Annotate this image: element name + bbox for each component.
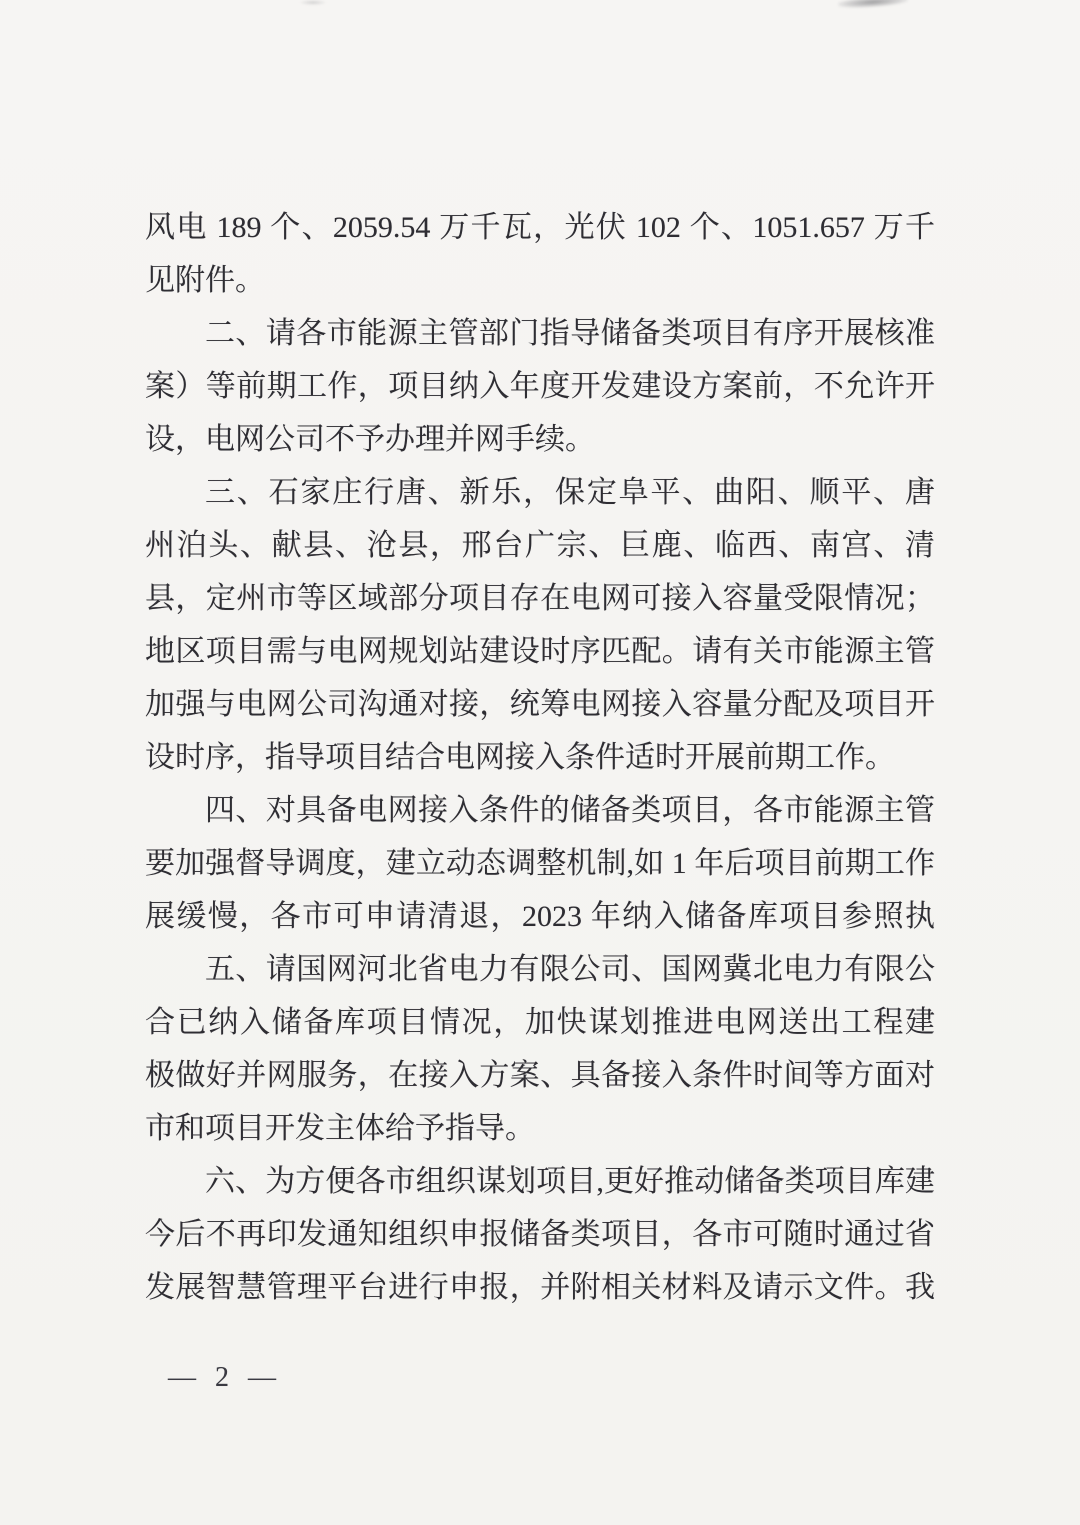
text-line: 发展智慧管理平台进行申报，并附相关材料及请示文件。我	[145, 1271, 935, 1304]
text-line: 案）等前期工作，项目纳入年度开发建设方案前，不允许开	[145, 370, 935, 403]
text-line: 加强与电网公司沟通对接，统筹电网接入容量分配及项目开	[145, 688, 935, 721]
text-line: 市和项目开发主体给予指导。	[145, 1112, 535, 1145]
paragraph-item-6	[145, 1155, 935, 1314]
text-line: 要加强督导调度，建立动态调整机制,如 1 年后项目前期工作	[145, 847, 935, 880]
text-line: 极做好并网服务，在接入方案、具备接入条件时间等方面对	[145, 1059, 935, 1092]
paragraph-item-2	[145, 307, 935, 466]
paragraph-item-3	[145, 466, 935, 784]
text-line: 三、石家庄行唐、新乐，保定阜平、曲阳、顺平、唐	[205, 476, 935, 509]
text-line: 六、为方便各市组织谋划项目,更好推动储备类项目库建	[205, 1165, 935, 1198]
document-body	[145, 201, 935, 1314]
text-line: 州泊头、献县、沧县，邢台广宗、巨鹿、临西、南宫、清	[145, 529, 935, 562]
text-line: 今后不再印发通知组织申报储备类项目，各市可随时通过省	[145, 1218, 935, 1251]
text-line: 设时序，指导项目结合电网接入条件适时开展前期工作。	[145, 741, 895, 774]
text-line: 五、请国网河北省电力有限公司、国网冀北电力有限公	[205, 953, 935, 986]
scan-artifact-speck	[300, 0, 326, 5]
text-line: 设，电网公司不予办理并网手续。	[145, 423, 595, 456]
text-line: 合已纳入储备库项目情况，加快谋划推进电网送出工程建	[145, 1006, 935, 1039]
paragraph-item-5	[145, 943, 935, 1155]
text-line: 县，定州市等区域部分项目存在电网可接入容量受限情况；	[145, 582, 935, 615]
text-line: 见附件。	[145, 264, 265, 297]
page-number: — 2 —	[168, 1362, 282, 1393]
text-line: 四、对具备电网接入条件的储备类项目，各市能源主管	[205, 794, 935, 827]
paragraph-item-4	[145, 784, 935, 943]
paragraph-wind-solar-totals	[145, 201, 935, 307]
text-line: 二、请各市能源主管部门指导储备类项目有序开展核准	[205, 317, 935, 350]
text-line: 展缓慢，各市可申请清退，2023 年纳入储备库项目参照执	[145, 900, 935, 933]
text-line: 风电 189 个、2059.54 万千瓦，光伏 102 个、1051.657 万千	[145, 211, 935, 244]
text-line: 地区项目需与电网规划站建设时序匹配。请有关市能源主管	[145, 635, 935, 668]
scan-artifact-smudge	[838, 0, 909, 9]
